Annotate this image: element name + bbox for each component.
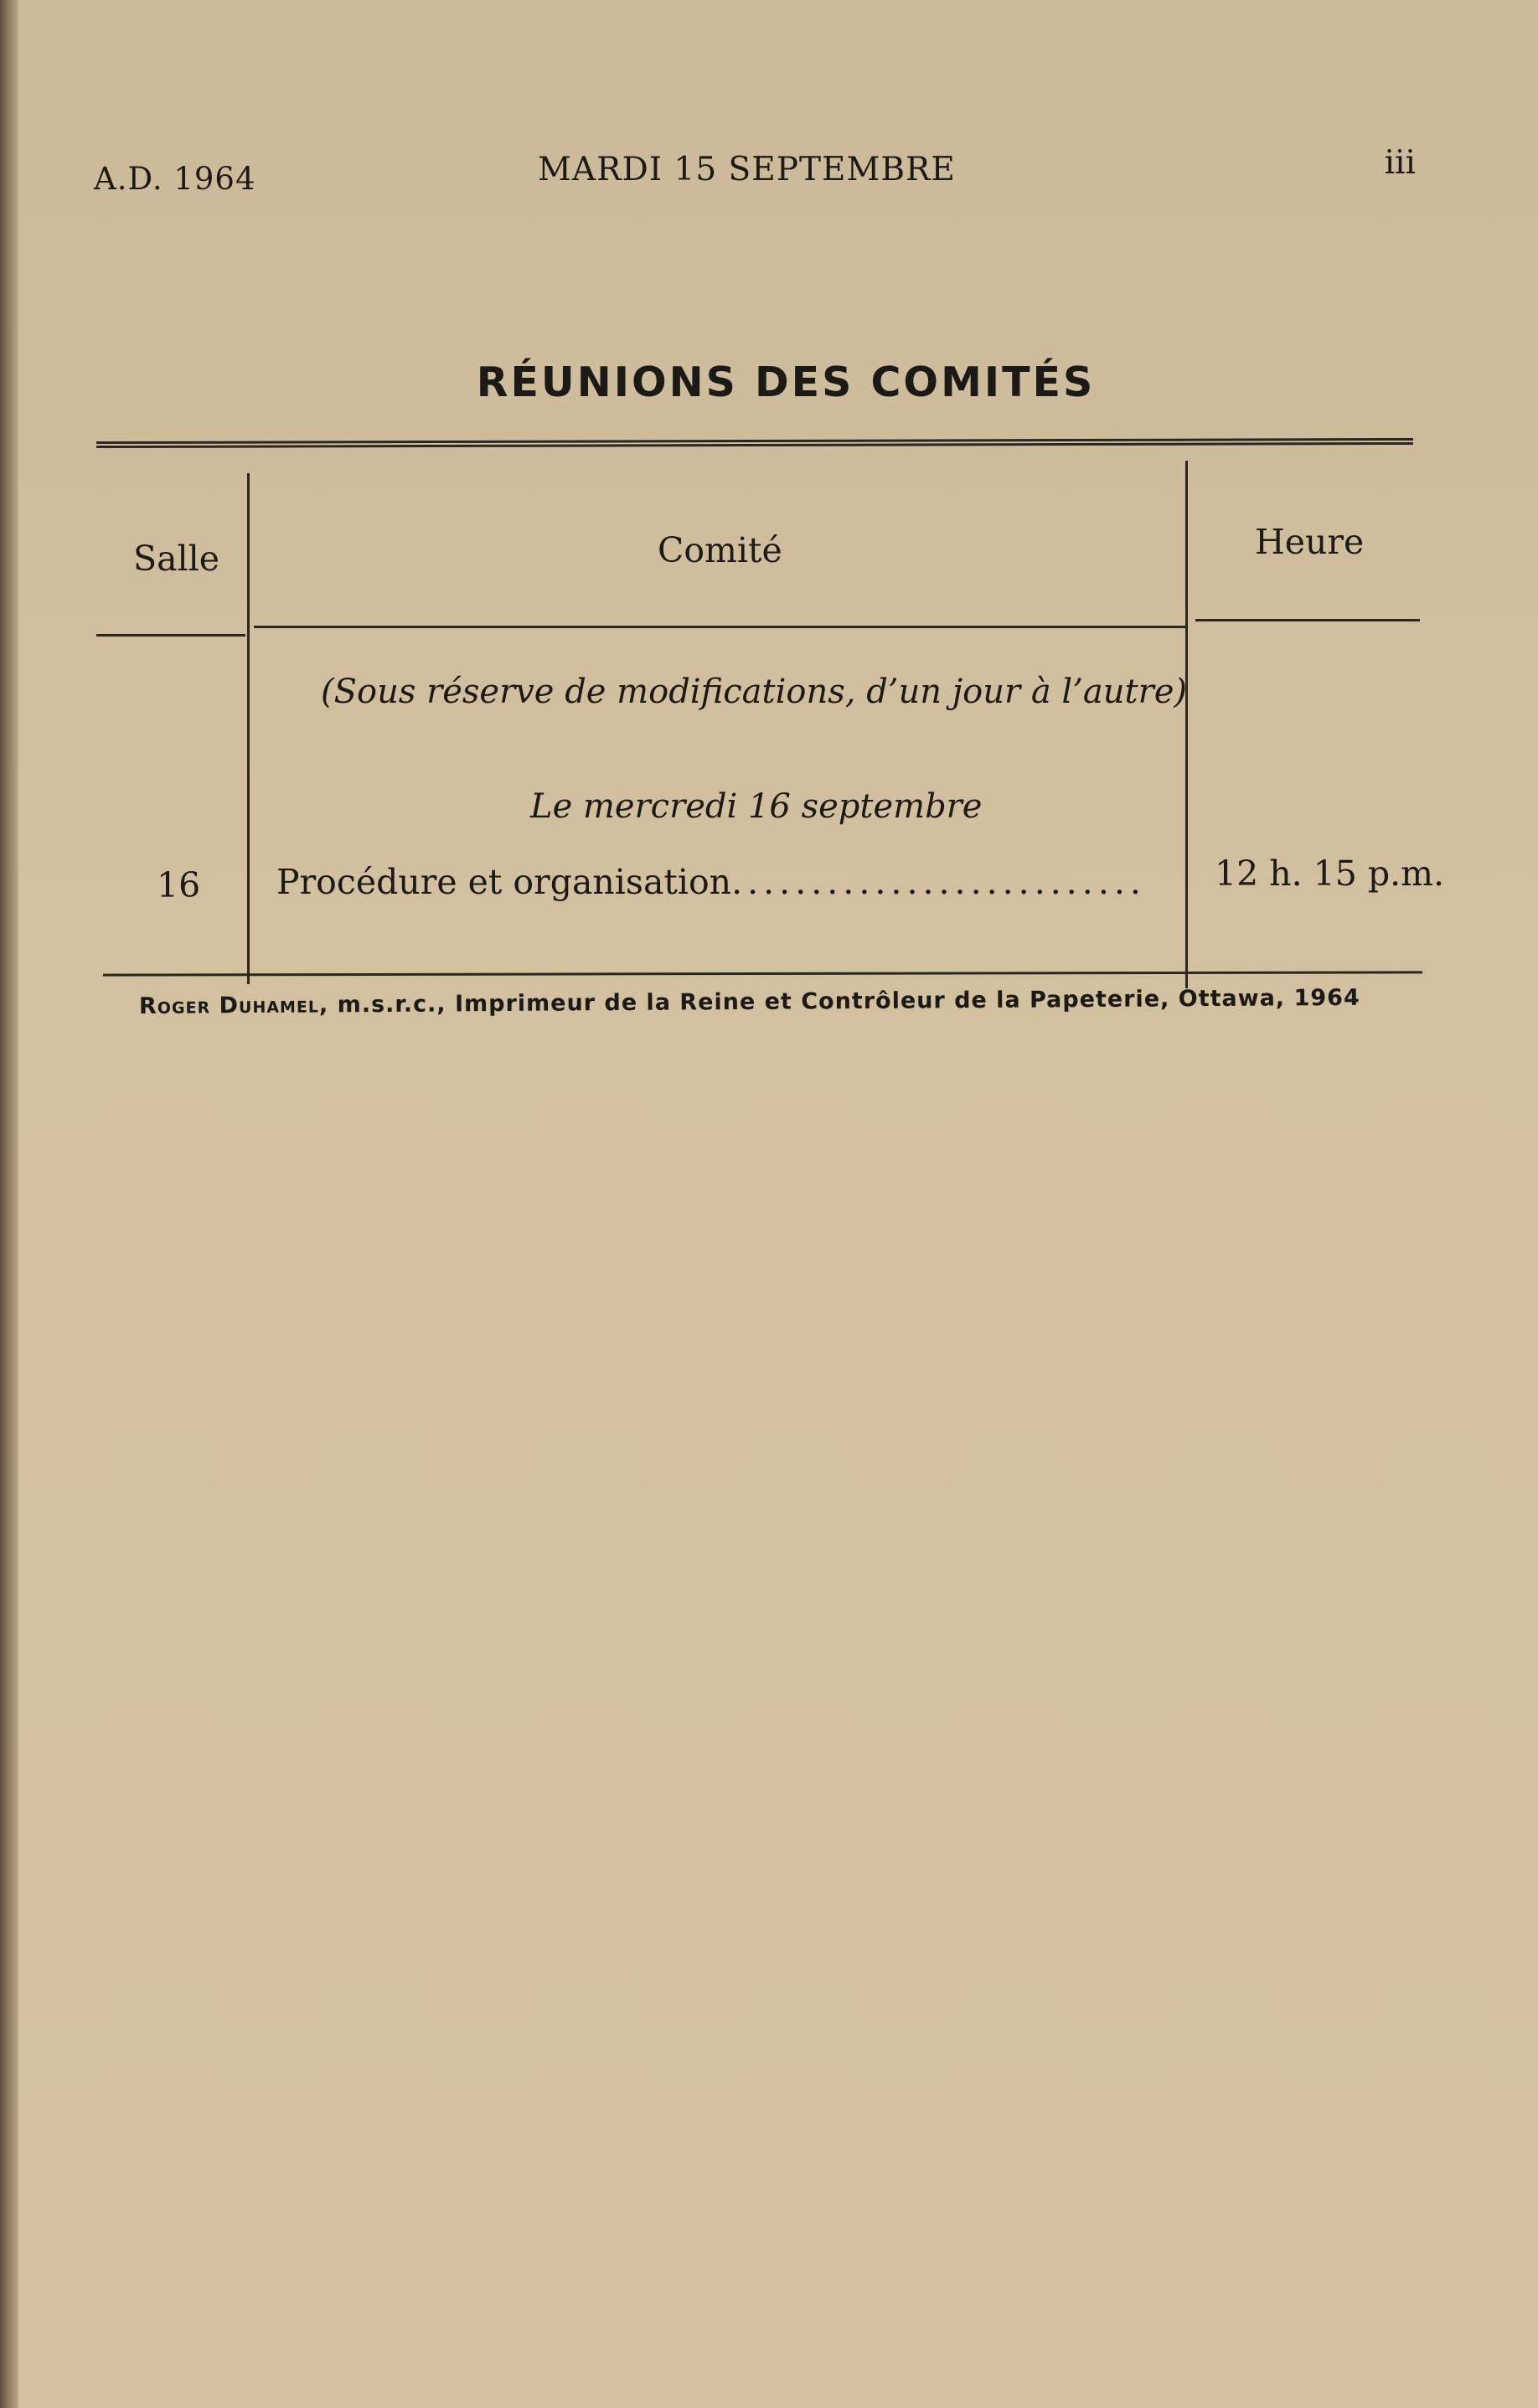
table-bottom-rule <box>103 971 1422 976</box>
running-head <box>94 144 1416 201</box>
printer-details: , m.s.r.c., Imprimeur de la Reine et Contrôleur de la Papeterie, Ottawa, 1964 <box>318 984 1360 1018</box>
row-comite-name: Procédure et organisation <box>276 862 732 902</box>
column-header-comite: Comité <box>658 530 782 570</box>
table-row <box>96 853 1445 909</box>
header-rule-comite <box>254 626 1185 628</box>
column-header-heure: Heure <box>1255 522 1365 562</box>
page-title: RÉUNIONS DES COMITÉS <box>476 358 1096 406</box>
printer-name: Roger Duhamel <box>138 992 320 1019</box>
header-date: MARDI 15 SEPTEMBRE <box>538 151 956 188</box>
meeting-day: Le mercredi 16 septembre <box>530 787 983 826</box>
row-heure: 12 h. 15 p.m. <box>1215 853 1445 894</box>
page-number: iii <box>1384 144 1416 182</box>
header-year: A.D. 1964 <box>94 161 256 197</box>
header-rule-heure <box>1195 619 1420 621</box>
column-divider-heure <box>1185 461 1188 988</box>
dot-leader: .......................... <box>731 862 1146 902</box>
column-header-salle: Salle <box>133 539 220 579</box>
table-top-double-rule <box>96 438 1413 448</box>
row-comite <box>276 862 1179 902</box>
row-salle: 16 <box>157 865 201 905</box>
schedule-note: (Sous réserve de modifications, d’un jour à l’autre) <box>321 673 1187 711</box>
committee-table <box>96 440 1445 984</box>
printer-imprint <box>139 985 1360 1019</box>
header-rule-salle <box>96 634 245 637</box>
